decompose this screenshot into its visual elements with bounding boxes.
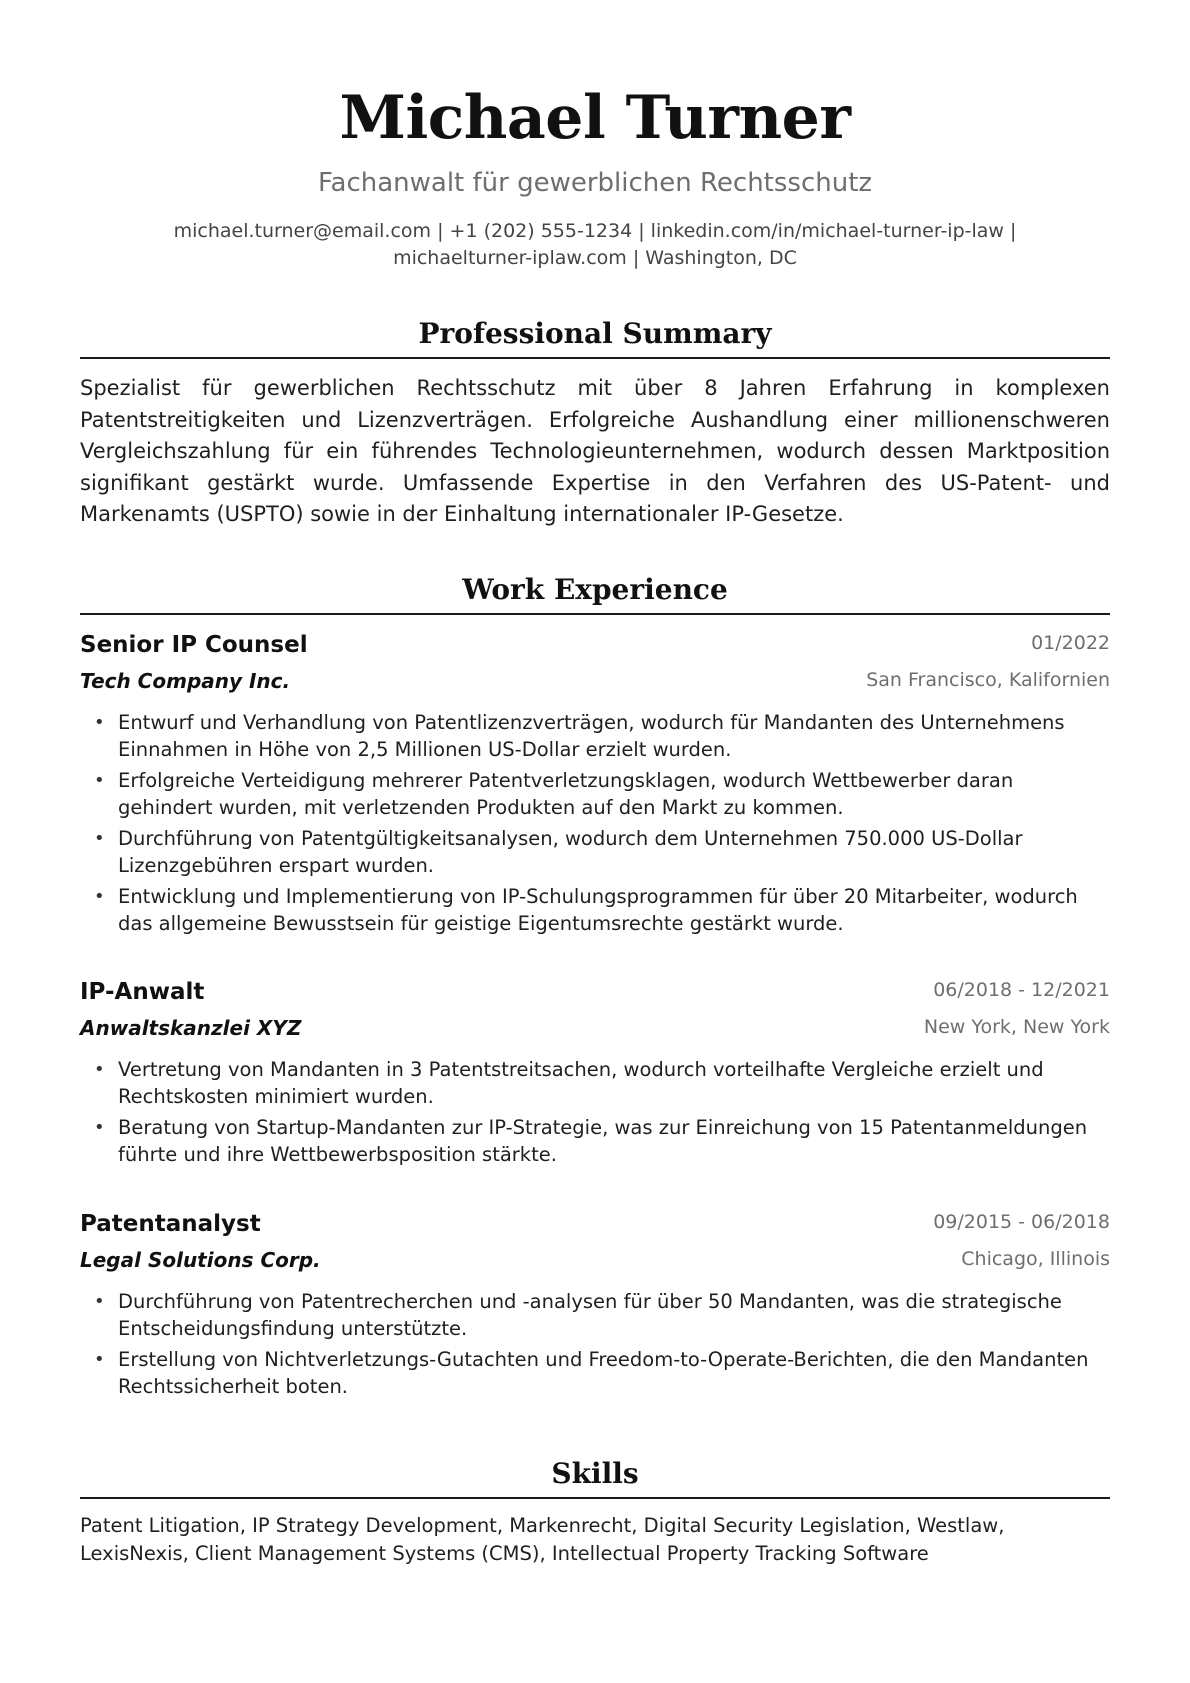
contact-line-1: michael.turner@email.com | +1 (202) 555-1234 | linkedin.com/in/michael-turner-ip-law |: [173, 220, 1017, 242]
contact-line-2: michaelturner-iplaw.com | Washington, DC: [393, 247, 797, 269]
job-bullet: • Beratung von Startup-Mandanten zur IP-Strategie, was zur Einreichung von 15 Patentanmeldungen führte und ihre Wettbewerbsposition stärkte.: [80, 1115, 1110, 1168]
job-location: San Francisco, Kalifornien: [866, 669, 1110, 691]
job-location: New York, New York: [923, 1016, 1110, 1038]
skills-heading: Skills: [551, 1457, 639, 1490]
job-bullet: • Entwicklung und Implementierung von IP-Schulungsprogrammen für über 20 Mitarbeiter, wodurch das allgemeine Bewusstsein für geistige Eigentumsrechte gestärkt wurde.: [80, 884, 1110, 937]
job-bullet: • Durchführung von Patentgültigkeitsanalysen, wodurch dem Unternehmen 750.000 US-Dollar Lizenzgebühren erspart wurden.: [80, 826, 1110, 879]
job-company: Tech Company Inc.: [80, 669, 291, 693]
job-title: Senior IP Counsel: [80, 632, 308, 658]
job-company: Anwaltskanzlei XYZ: [80, 1016, 302, 1040]
job-bullet: • Erfolgreiche Verteidigung mehrerer Patentverletzungsklagen, wodurch Wettbewerber daran gehindert wurden, mit verletzenden Produkten auf den Markt zu kommen.: [80, 768, 1110, 821]
job-bullet: • Entwurf und Verhandlung von Patentlizenzverträgen, wodurch für Mandanten des Unternehmens Einnahmen in Höhe von 2,5 Millionen US-Dollar erzielt wurden.: [80, 710, 1110, 763]
job-bullets: [80, 710, 1110, 942]
candidate-title: Fachanwalt für gewerblichen Rechtsschutz: [317, 168, 873, 198]
job-bullets: [80, 1057, 1110, 1173]
job-bullets: [80, 1289, 1110, 1405]
job-title: Patentanalyst: [80, 1211, 261, 1237]
summary-text: Spezialist für gewerblichen Rechtsschutz mit über 8 Jahren Erfahrung in komplexen Patentstreitigkeiten und Lizenzverträgen. Erfolgreiche Aushandlung einer millionenschweren Vergleichszahlung für ein führendes Technologieunternehmen, wodurch dessen Marktposition signifikant gestärkt wurde. Umfassende Expertise in den Verfahren des US-Patent- und Markenamts (USPTO) sowie in der Einhaltung internationaler IP-Gesetze.: [80, 376, 1110, 526]
contact-info: [80, 218, 1110, 272]
candidate-name: Michael Turner: [339, 83, 851, 153]
summary-heading: Professional Summary: [418, 317, 772, 350]
job-bullet: • Durchführung von Patentrecherchen und -analysen für über 50 Mandanten, was die strategische Entscheidungsfindung unterstützte.: [80, 1289, 1110, 1342]
job-date: 09/2015 - 06/2018: [933, 1211, 1110, 1233]
experience-divider: [80, 613, 1110, 615]
job-company: Legal Solutions Corp.: [80, 1248, 321, 1272]
job-title: IP-Anwalt: [80, 979, 205, 1005]
summary-divider: [80, 357, 1110, 359]
job-bullet: • Vertretung von Mandanten in 3 Patentstreitsachen, wodurch vorteilhafte Vergleiche erzielt und Rechtskosten minimiert wurden.: [80, 1057, 1110, 1110]
job-bullet: • Erstellung von Nichtverletzungs-Gutachten und Freedom-to-Operate-Berichten, die den Mandanten Rechtssicherheit boten.: [80, 1347, 1110, 1400]
job-date: 06/2018 - 12/2021: [933, 979, 1110, 1001]
experience-heading: Work Experience: [462, 573, 728, 606]
job-location: Chicago, Illinois: [961, 1248, 1110, 1270]
skills-text: Patent Litigation, IP Strategy Development, Markenrecht, Digital Security Legislation, Westlaw, LexisNexis, Client Management Systems (CMS), Intellectual Property Tracking Software: [80, 1514, 1005, 1565]
skills-divider: [80, 1497, 1110, 1499]
job-date: 01/2022: [1031, 632, 1110, 654]
